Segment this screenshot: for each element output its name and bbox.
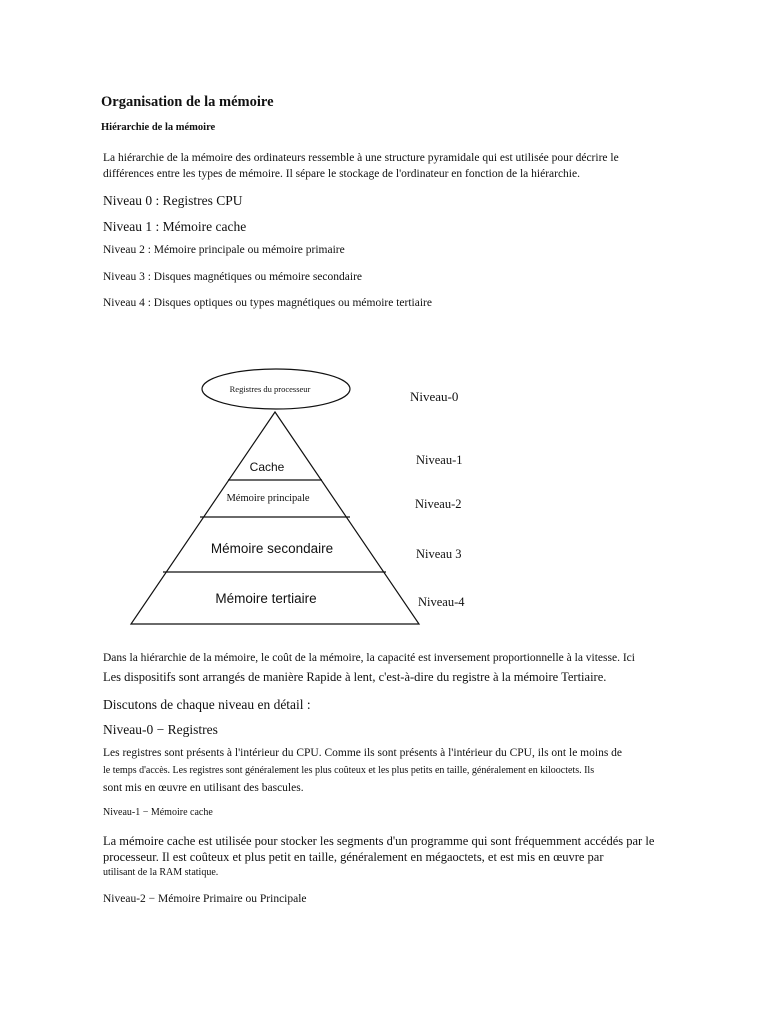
niveau-label-0: Niveau-0: [410, 389, 459, 404]
layer-cache: Cache: [249, 460, 285, 474]
layer-tertiary: Mémoire tertiaire: [215, 591, 317, 606]
niveau1-text-3: utilisant de la RAM statique.: [103, 867, 219, 878]
niveau2-heading: Niveau-2 − Mémoire Primaire ou Principale: [103, 893, 307, 905]
level-line-3: Niveau 3 : Disques magnétiques ou mémoire secondaire: [103, 271, 362, 283]
level-line-0: Niveau 0 : Registres CPU: [103, 193, 243, 208]
niveau0-text-2: le temps d'accès. Les registres sont généralement les plus coûteux et les plus petits en taille, généralement en kilooctets. Ils: [103, 765, 595, 776]
niveau0-text-3: sont mis en œuvre en utilisant des bascules.: [103, 782, 304, 794]
level-line-1: Niveau 1 : Mémoire cache: [103, 219, 247, 234]
after-diagram-line-2: Les dispositifs sont arrangés de manière Rapide à lent, c'est-à-dire du registre à la mémoire Tertiaire.: [103, 670, 607, 684]
layer-primary: Mémoire principale: [226, 493, 310, 504]
niveau1-text-1: La mémoire cache est utilisée pour stocker les segments d'un programme qui sont fréquemment accédés par le: [103, 834, 655, 848]
niveau-label-1: Niveau-1: [416, 453, 463, 467]
page-title: Organisation de la mémoire: [101, 94, 274, 110]
ellipse-label: Registres du processeur: [229, 384, 311, 394]
niveau0-text-1: Les registres sont présents à l'intérieur du CPU. Comme ils sont présents à l'intérieur du CPU, ils ont le moins de: [103, 747, 623, 759]
niveau0-heading: Niveau-0 − Registres: [103, 722, 218, 737]
section-subtitle: Hiérarchie de la mémoire: [101, 122, 216, 133]
after-diagram-line-1: Dans la hiérarchie de la mémoire, le coût de la mémoire, la capacité est inversement proportionnelle à la vitesse. Ici: [103, 652, 635, 664]
niveau1-heading: Niveau-1 − Mémoire cache: [103, 807, 213, 818]
niveau-label-2: Niveau-2: [415, 497, 462, 511]
intro-line-1: La hiérarchie de la mémoire des ordinateurs ressemble à une structure pyramidale qui est utilisée pour décrire le: [103, 152, 619, 164]
niveau1-text-2: processeur. Il est coûteux et plus petit en taille, généralement en mégaoctets, et est mis en œuvre par: [103, 850, 604, 864]
intro-line-2: différences entre les types de mémoire. Il sépare le stockage de l'ordinateur en fonction de la hiérarchie.: [103, 168, 580, 180]
level-line-4: Niveau 4 : Disques optiques ou types magnétiques ou mémoire tertiaire: [103, 297, 432, 309]
discuss-heading: Discutons de chaque niveau en détail :: [103, 697, 311, 712]
layer-secondary: Mémoire secondaire: [210, 541, 334, 556]
level-line-2: Niveau 2 : Mémoire principale ou mémoire primaire: [103, 244, 345, 256]
niveau-label-4: Niveau-4: [418, 595, 465, 609]
niveau-label-3: Niveau 3: [416, 547, 462, 561]
